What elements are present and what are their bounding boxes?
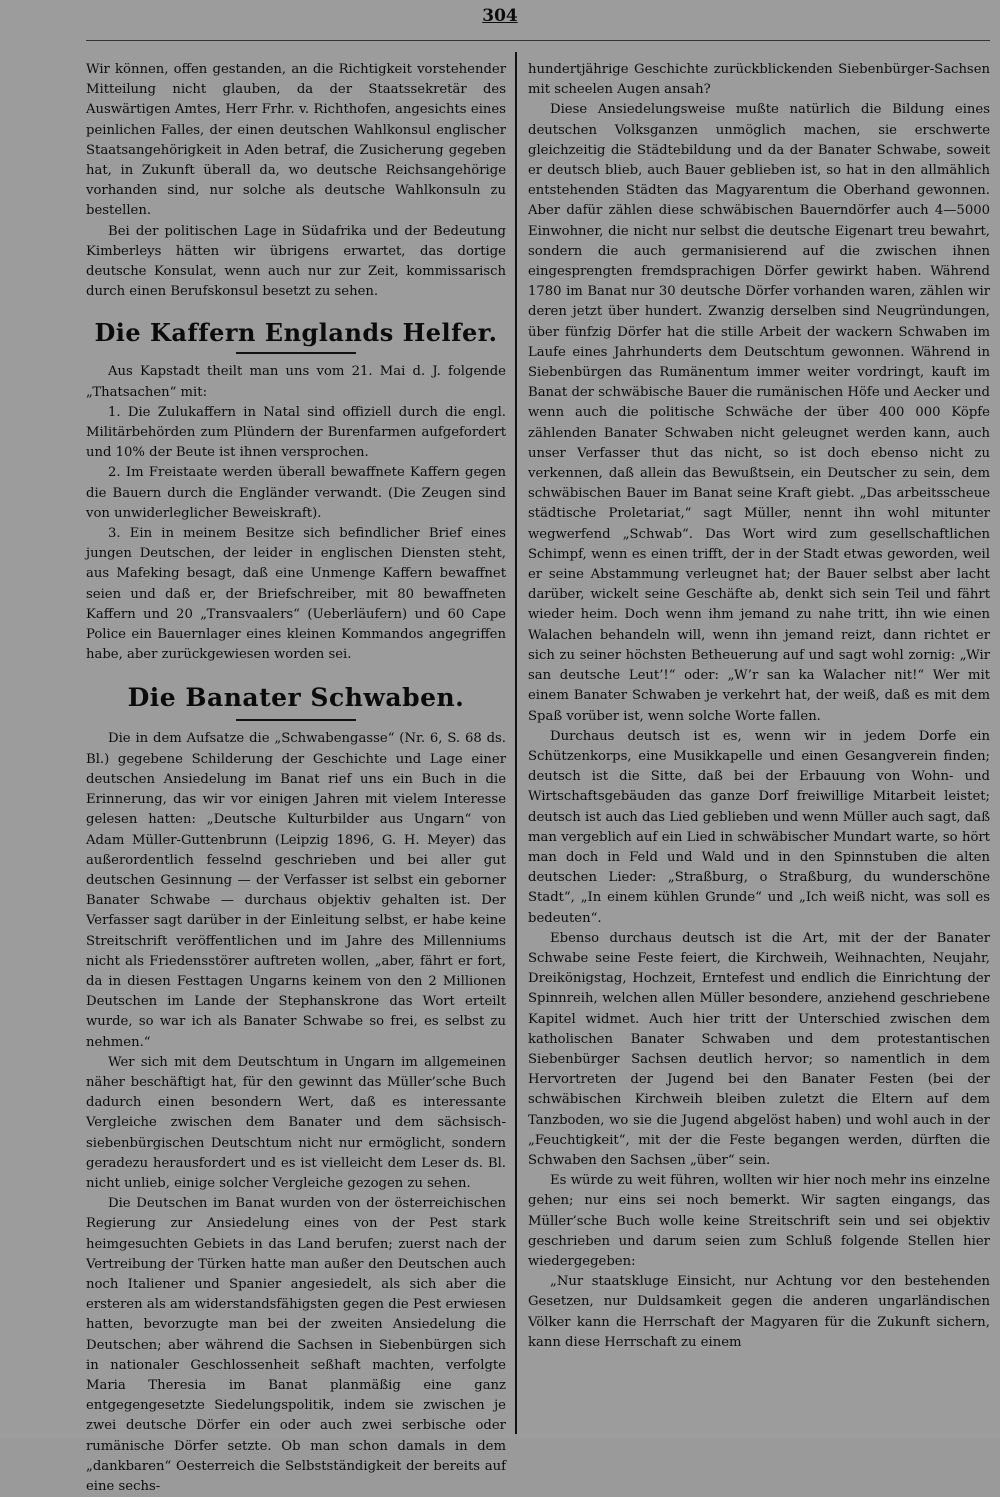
quote-paragraph: „Nur staatskluge Einsicht, nur Achtung vor den bestehenden Gesetzen, nur Duldsamkeit gegen die anderen ungarländischen Völker kann die Herrschaft der Magyaren für die Zukunft sichern, kann diese Herrschaft zu einem bbox=[528, 1274, 990, 1350]
article-paragraph: Ebenso durchaus deutsch ist die Art, mit der der Banater Schwabe seine Feste feiert, die Kirchweih, Weihnachten, Neujahr, Dreikönigstag, Hochzeit, Erntefest und endlich die Einrichtung der Spinnreih, welchen allen Müller besondere, anziehend geschriebene Kapitel widmet. Auch hier tritt der Unterschied zwischen dem katholischen Banater Schwaben und dem protestantischen Siebenbürger Sachsen deutlich hervor; so namentlich in dem Hervortreten der Jugend bei den Banater Festen (bei der schwäbischen Kirchweih bleiben zuletzt die Eltern auf dem Tanzboden, wo sie die Jugend abgelöst haben) und wohl auch in der „Feuchtigkeit“, mit der die Feste begangen werden, dürften die Schwaben den Sachsen „über“ sein. bbox=[528, 930, 990, 1168]
article-paragraph: hundertjährige Geschichte zurückblickenden Siebenbürger-Sachsen mit scheelen Augen ansah? bbox=[528, 62, 990, 98]
article-paragraph: Die Deutschen im Banat wurden von der österreichischen Regierung zur Ansiedelung eines von der Pest stark heimgesuchten Gebiets in das Land berufen; zuerst nach der Vertreibung der Türken hatte man außer den Deutschen auch noch Italiener und Spanier angesiedelt, als sich aber die ersteren als am widerstandsfähigsten gegen die Pest erwiesen hatten, bevorzugte man bei der zweiten Ansiedelung die Deutschen; aber während die Sachsen in Siebenbürgen sich in nationaler Geschlossenheit seßhaft machten, verfolgte Maria Theresia im Banat planmäßig eine ganz entgegengesetzte Siedelungspolitik, indem sie zwischen je zwei deutsche Dörfer ein oder auch zwei serbische oder rumänische Dörfer setzte. Ob man schon damals in dem „dankbaren“ Oesterreich die Selbstständigkeit der bereits auf eine sechs- bbox=[86, 1196, 506, 1494]
article-paragraph: Aus Kapstadt theilt man uns vom 21. Mai d. J. folgende „Thatsachen“ mit: bbox=[86, 364, 506, 400]
article-paragraph: Durchaus deutsch ist es, wenn wir in jedem Dorfe ein Schützenkorps, eine Musikkapelle und einen Gesangverein finden; deutsch ist die Sitte, daß bei der Erbauung von Wohn- und Wirtschaftsgebäuden das ganze Dorf freiwillige Mitarbeit leistet; deutsch ist auch das Lied geblieben und wenn Müller auch sagt, daß man vergeblich auf ein Lied in schwäbischer Mundart warte, so hört man doch in Feld und Wald und in den Spinnstuben die alten deutschen Lieder: „Straßburg, o Straßburg, du wunderschöne Stadt“, „In einem kühlen Grunde“ und „Ich weiß nicht, was soll es bedeuten“. bbox=[528, 728, 990, 926]
article-paragraph: 3. Ein in meinem Besitze sich befindlicher Brief eines jungen Deutschen, der leider in englischen Diensten steht, aus Mafeking besagt, daß eine Unmenge Kaffern bewaffnet seien und daß er, der Briefschreiber, mit 80 bewaffneten Kaffern und 20 „Transvaalers“ (Ueberläufern) und 60 Cape Police ein Bauernlager eines kleinen Kommandos angegriffen habe, aber zurückgewiesen worden sei. bbox=[86, 526, 506, 663]
heading-rule bbox=[236, 352, 356, 354]
heading-banater: Die Banater Schwaben. bbox=[127, 683, 465, 713]
article-paragraph: Es würde zu weit führen, wollten wir hier noch mehr ins einzelne gehen; nur eins sei noch bemerkt. Wir sagten eingangs, das Müller’sche Buch wolle keine Streitschrift sein und sei objektiv geschrieben und darum seien zum Schluß folgende Stellen hier wiedergegeben: bbox=[528, 1173, 990, 1269]
left-column bbox=[86, 60, 506, 1494]
intro-paragraph: Bei der politischen Lage in Südafrika und der Bedeutung Kimberleys hätten wir übrigens erwartet, das dortige deutsche Konsulat, wenn auch nur zur Zeit, kommissarisch durch einen Berufskonsul besetzt zu sehen. bbox=[86, 223, 506, 300]
column-divider bbox=[515, 52, 517, 1434]
header-rule bbox=[86, 40, 990, 41]
article-paragraph: Diese Ansiedelungsweise mußte natürlich die Bildung eines deutschen Volksganzen unmöglich machen, sie erschwerte gleichzeitig die Städtebildung und da der Banater Schwabe, soweit er deutsch blieb, auch Bauer geblieben ist, so hat in den allmählich entstehenden Städten das Magyarentum die Oberhand gewonnen. Aber dafür zählen diese schwäbischen Bauerndörfer auch 4—5000 Einwohner, die nicht nur selbst die deutsche Eigenart treu bewahrt, sondern die auch germanisierend auf die zwischen ihnen eingesprengten fremdsprachigen Dörfer gewirkt haben. Während 1780 im Banat nur 30 deutsche Dörfer vorhanden waren, zählen wir deren jetzt über hundert. Zwanzig derselben sind Neugründungen, über fünfzig Dörfer hat die stille Arbeit der wackern Schwaben im Laufe eines Jahrhunderts dem Deutschtum gewonnen. Während in Siebenbürgen das Rumänentum immer weiter vordringt, kauft im Banat der schwäbische Bauer die rumänischen Höfe und Aecker und wenn auch die politische Schwäche der über 400 000 Köpfe zählenden Banater Schwaben nicht geleugnet werden kann, auch unser Verfasser thut das nicht, so ist doch ebenso nicht zu verkennen, daß allein das Bewußtsein, ein Deutscher zu sein, dem schwäbischen Bauer im Banat seine Kraft giebt. „Das arbeitsscheue städtische Proletariat,“ sagt Müller, nennt ihn wohl mitunter wegwerfend „Schwab“. Das Wort wird zum gesellschaftlichen Schimpf, wenn es einen trifft, der in der Stadt etwas geworden, weil er seine Abstammung verleugnet hat; der Bauer selbst aber lacht darüber, wickelt seine Geschäfte ab, denkt sich sein Teil und fährt wieder heim. Doch wenn ihm jemand zu nahe tritt, ihn wie einen Walachen behandeln will, wenn ihn jemand reizt, dann richtet er sich zu seiner höchsten Betheuerung auf und sagt wohl zornig: „Wir san deutsche Leut’!“ oder: „W’r san ka Walacher nit!“ Wer mit einem Banater Schwaben je verkehrt hat, der weiß, daß es mit dem Spaß vorüber ist, wenn solche Worte fallen. bbox=[528, 102, 990, 724]
article-paragraph: 1. Die Zulukaffern in Natal sind offiziell durch die engl. Militärbehörden zum Plündern der Burenfarmen aufgefordert und 10% der Beute ist ihnen versprochen. bbox=[86, 404, 506, 461]
page-number: 304 bbox=[482, 6, 518, 26]
article-paragraph: Wer sich mit dem Deutschtum in Ungarn im allgemeinen näher beschäftigt hat, für den gewinnt das Müller’sche Buch dadurch einen besondern Wert, daß es interessante Vergleiche zwischen dem Banater und dem sächsisch-siebenbürgischen Deutschtum nicht nur ermöglicht, sondern geradezu herausfordert und es ist vielleicht dem Leser ds. Bl. nicht unlieb, einige solcher Vergleiche gezogen zu sehen. bbox=[86, 1054, 506, 1191]
heading-kaffern: Die Kaffern Englands Helfer. bbox=[94, 318, 498, 348]
article-paragraph: 2. Im Freistaate werden überall bewaffnete Kaffern gegen die Bauern durch die Engländer verwandt. (Die Zeugen sind von unwiderleglicher Beweiskraft). bbox=[86, 465, 506, 521]
article-paragraph: Die in dem Aufsatze die „Schwabengasse“ (Nr. 6, S. 68 ds. Bl.) gegebene Schilderung der Geschichte und Lage einer deutschen Ansiedelung im Banat rief uns ein Buch in die Erinnerung, das wir vor einigen Jahren mit vielem Interesse gelesen hatten: „Deutsche Kulturbilder aus Ungarn“ von Adam Müller-Guttenbrunn (Leipzig 1896, G. H. Meyer) das außerordentlich fesselnd geschrieben und bei aller gut deutschen Gesinnung — der Verfasser ist selbst ein geborner Banater Schwabe — durchaus objektiv gehalten ist. Der Verfasser sagt darüber in der Einleitung selbst, er habe keine Streitschrift veröffentlichen und im Jahre des Millenniums nicht als Friedensstörer auftreten wollen, „aber, fährt er fort, da in diesen Festtagen Ungarns keinem von den 2 Millionen Deutschen im Lande der Stephanskrone das Wort erteilt wurde, so war ich als Banater Schwabe so frei, es selbst zu nehmen.“ bbox=[86, 731, 506, 1050]
heading-rule bbox=[236, 719, 356, 721]
right-column bbox=[528, 60, 990, 1432]
intro-paragraph: Wir können, offen gestanden, an die Richtigkeit vorstehender Mitteilung nicht glauben, da der Staatssekretär des Auswärtigen Amtes, Herr Frhr. v. Richthofen, angesichts eines peinlichen Falles, der einen deutschen Wahlkonsul englischer Staatsangehörigkeit in Aden betraf, die Zusicherung gegeben hat, in Zukunft überall da, wo deutsche Reichsangehörige vorhanden sind, nur solche als deutsche Wahlkonsuln zu bestellen. bbox=[86, 62, 506, 219]
